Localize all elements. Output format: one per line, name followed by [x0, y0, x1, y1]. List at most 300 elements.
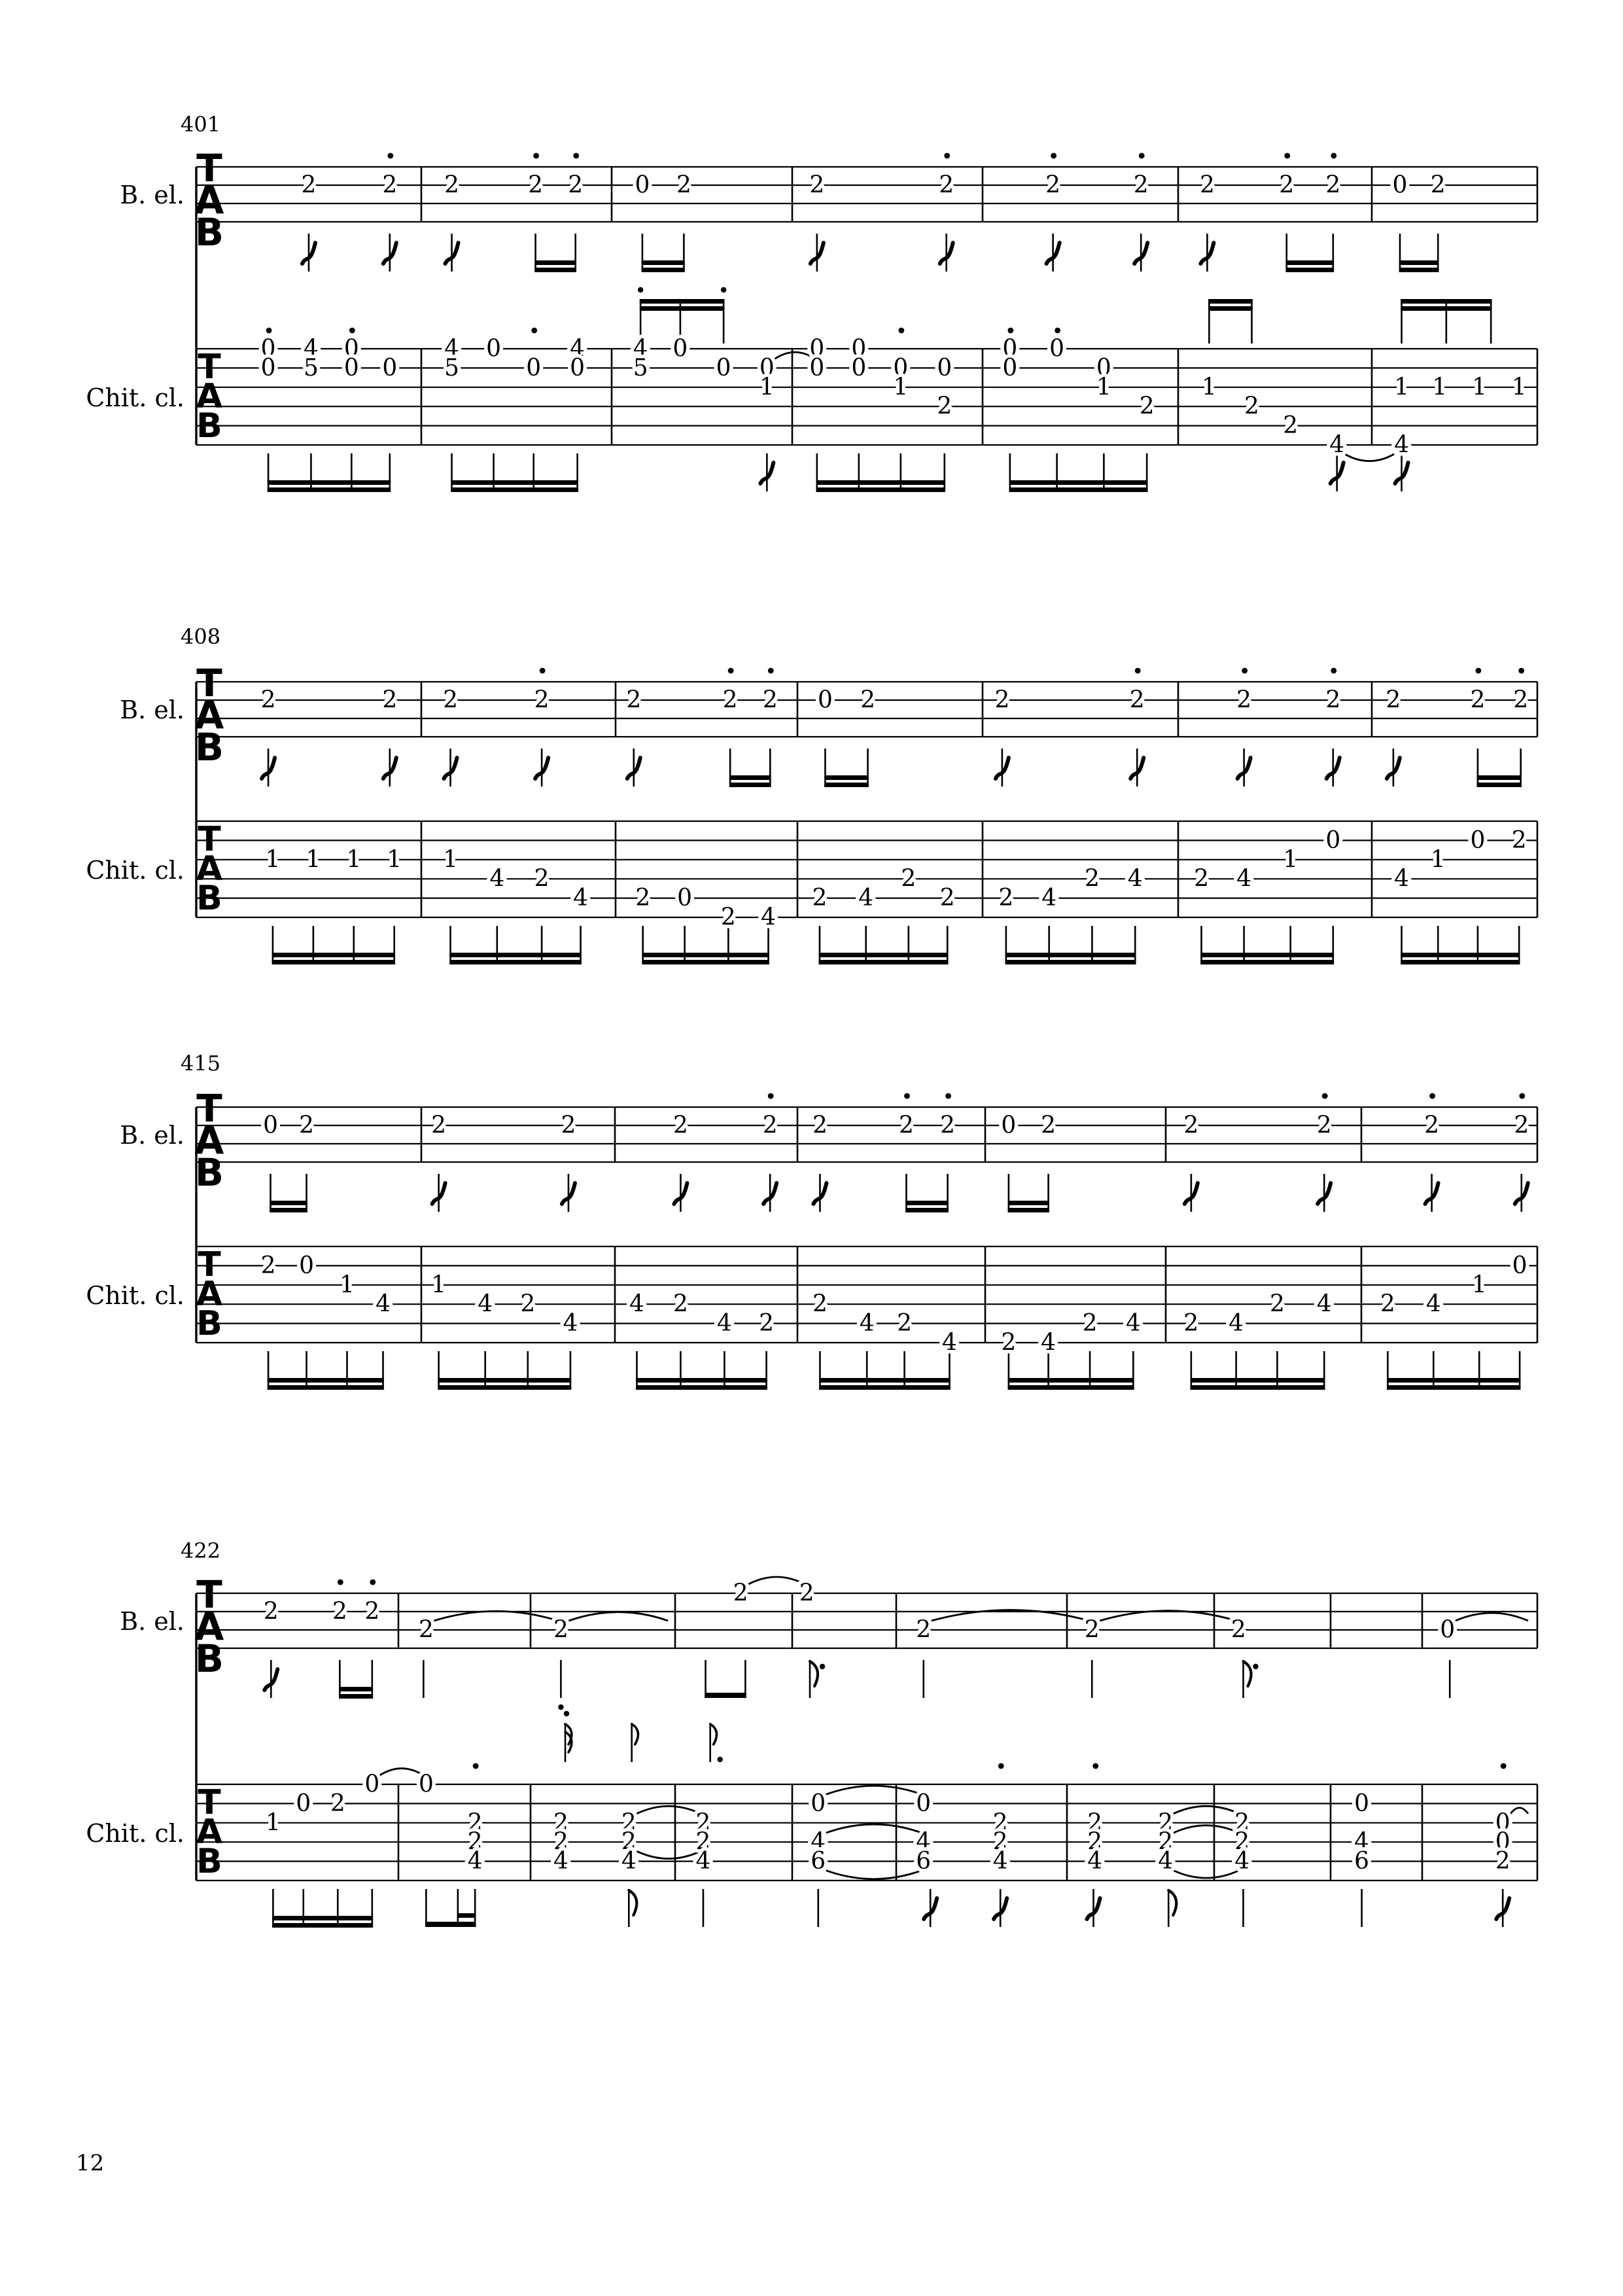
measure: [1236, 668, 1340, 786]
fret-number: 2: [260, 686, 276, 714]
fret-number: 2: [762, 686, 778, 714]
measure: [1087, 1763, 1240, 1927]
fret-number: 2: [1430, 171, 1446, 199]
fret-number: 0: [343, 354, 359, 381]
fret-number: 4: [695, 1848, 711, 1875]
measure: [1045, 153, 1148, 272]
rhythm-beam: [1208, 306, 1253, 311]
fret-number: 4: [1127, 865, 1143, 892]
rhythm-beam: [1387, 1385, 1520, 1390]
fret-number: 0: [1470, 826, 1486, 854]
rhythm-beam: [272, 1923, 373, 1928]
fret-number: 2: [1424, 1112, 1440, 1139]
fret-number: 1: [443, 846, 459, 874]
measure: [629, 1291, 774, 1390]
page-number: 12: [76, 2150, 105, 2176]
rhythm-beam: [1191, 1385, 1325, 1390]
staccato-dot: [1518, 668, 1524, 674]
tab-clef-letter: B: [196, 406, 222, 446]
measure: [443, 846, 588, 964]
rhythm-beam: [1008, 1385, 1134, 1390]
augmentation-dot: [1253, 1664, 1258, 1669]
fret-number: 2: [553, 1809, 568, 1837]
staff-label-bass: B. el.: [120, 181, 184, 209]
fret-number: 2: [1511, 826, 1527, 854]
fret-number: 2: [1325, 171, 1341, 199]
fret-number: 2: [467, 1809, 483, 1837]
measure: [266, 846, 402, 964]
fret-number: 2: [568, 171, 584, 199]
staccato-dot: [638, 287, 643, 292]
fret-number: 0: [1001, 1112, 1017, 1139]
measure: [1183, 1291, 1331, 1390]
measure: [705, 1577, 805, 1698]
rhythm-beam: [1401, 953, 1520, 957]
rhythm-beam: [268, 1385, 384, 1390]
measure: [1001, 1310, 1140, 1390]
rhythm-beam: [272, 953, 395, 957]
staff-label-bass: B. el.: [120, 1121, 184, 1150]
fret-number: 2: [916, 1616, 932, 1644]
fret-number: 2: [722, 686, 738, 714]
fret-number: 4: [1234, 1848, 1250, 1875]
rhythm-beam: [270, 1201, 307, 1205]
fret-number: 2: [1230, 1616, 1246, 1644]
fret-number: 4: [478, 1290, 493, 1318]
fret-number: 4: [992, 1848, 1008, 1875]
fret-number: 2: [1183, 1310, 1199, 1337]
fret-number: 0: [716, 354, 731, 381]
fret-number: 2: [812, 1112, 828, 1139]
fret-number: 2: [720, 904, 736, 931]
fret-number: 2: [418, 1616, 434, 1644]
staccato-dot: [370, 1580, 375, 1585]
fret-number: 2: [672, 1290, 688, 1318]
bass-staff: [195, 146, 1537, 272]
measure-number: 401: [181, 112, 221, 137]
fret-number: 2: [799, 1580, 814, 1607]
rhythm-beam: [1401, 306, 1492, 311]
rhythm-beam: [819, 1378, 951, 1383]
fret-number: 2: [1084, 1616, 1100, 1644]
rhythm-beam: [642, 260, 685, 265]
fret-number: 2: [1139, 393, 1155, 420]
measure: [916, 1763, 1007, 1927]
augmentation-dot: [718, 1757, 723, 1762]
tab-clef-letter: A: [196, 849, 223, 889]
fret-number: 4: [1329, 431, 1345, 459]
fret-number: 2: [812, 885, 828, 912]
fret-number: 0: [811, 1790, 826, 1817]
tie-arc: [434, 1611, 558, 1621]
fret-number: 0: [809, 354, 825, 381]
guitar-staff: [196, 287, 1537, 492]
rhythm-beam: [1008, 1378, 1134, 1383]
fret-number: 1: [1511, 374, 1527, 401]
fret-number: 1: [265, 1809, 281, 1837]
tie-arc: [637, 1806, 701, 1813]
tie-arc: [1174, 1826, 1239, 1833]
measure: [809, 328, 952, 492]
tab-clef-letter: A: [196, 1275, 223, 1314]
rhythm-beam: [824, 775, 869, 780]
fret-number: 0: [677, 885, 693, 912]
fret-number: 0: [486, 335, 502, 362]
tie-arc: [568, 1612, 668, 1621]
rhythm-beam: [1008, 1201, 1049, 1205]
fret-number: 2: [901, 865, 916, 892]
fret-number: 0: [1495, 1809, 1510, 1837]
rhythm-beam: [425, 1922, 476, 1927]
bass-staff: [195, 1086, 1537, 1212]
system-422: [86, 1538, 1537, 1928]
fret-number: 2: [382, 686, 398, 714]
fret-number: 2: [998, 885, 1014, 912]
fret-number: 1: [431, 1271, 447, 1299]
fret-number: 0: [526, 354, 542, 381]
fret-number: 4: [1158, 1848, 1174, 1875]
measure: [799, 1580, 825, 1699]
tab-clef-letter: T: [196, 1572, 222, 1617]
measure: [1202, 299, 1394, 491]
staccato-dot: [1051, 153, 1056, 159]
fret-number: 6: [811, 1848, 826, 1875]
tab-clef-letter: T: [196, 661, 222, 705]
fret-number: 2: [1234, 1828, 1250, 1856]
fret-number: 1: [340, 1271, 355, 1299]
measure: [1394, 299, 1527, 491]
fret-number: 0: [1392, 171, 1408, 199]
fret-number: 2: [1199, 171, 1215, 199]
fret-number: 0: [851, 335, 867, 362]
rhythm-beam: [642, 960, 769, 964]
rhythm-beam: [1208, 299, 1253, 304]
tab-clef-letter: T: [198, 820, 221, 859]
staccato-dot: [998, 1763, 1004, 1769]
fret-number: 4: [489, 865, 505, 892]
fret-number: 2: [992, 1809, 1008, 1837]
rhythm-beam: [1477, 783, 1522, 787]
fret-number: 1: [1201, 374, 1217, 401]
fret-number: 2: [1001, 1329, 1017, 1356]
measure: [261, 1252, 391, 1390]
staccato-dot: [531, 328, 537, 334]
staff-label-guitar: Chit. cl.: [86, 856, 184, 885]
fret-number: 2: [1386, 686, 1401, 714]
fret-number: 4: [1236, 865, 1252, 892]
tab-clef-letter: B: [196, 1304, 222, 1343]
rhythm-beam: [270, 1208, 307, 1212]
fret-number: 1: [1471, 1271, 1487, 1299]
rhythm-beam: [1387, 1378, 1520, 1383]
staccato-dot: [898, 328, 904, 334]
fret-number: 4: [1394, 865, 1409, 892]
staccato-dot: [1139, 153, 1145, 159]
fret-number: 2: [939, 171, 954, 199]
fret-number: 2: [431, 1112, 447, 1139]
fret-number: 2: [676, 171, 691, 199]
fret-number: 4: [621, 1848, 637, 1875]
fret-number: 0: [1512, 1252, 1527, 1279]
fret-number: 2: [1084, 865, 1100, 892]
staccato-dot: [1284, 153, 1290, 159]
rhythm-beam: [729, 775, 771, 780]
staccato-dot: [945, 1093, 951, 1099]
measure: [994, 668, 1144, 786]
fret-number: 2: [860, 686, 875, 714]
rhythm-beam: [642, 953, 769, 957]
fret-number: 2: [626, 686, 642, 714]
fret-number: 5: [444, 354, 460, 381]
rhythm-beam: [1005, 953, 1136, 957]
fret-number: 0: [343, 335, 359, 362]
fret-number: 2: [759, 1310, 775, 1337]
fret-number: 0: [1325, 826, 1341, 854]
fret-number: 2: [1082, 1310, 1098, 1337]
tie-arc: [1174, 1806, 1239, 1814]
measure-number: 408: [181, 624, 221, 649]
tie-arc: [1510, 1808, 1528, 1814]
tie-arc: [1345, 454, 1394, 461]
fret-number: 4: [444, 335, 460, 362]
measure-number: 422: [181, 1538, 221, 1563]
staccato-dot: [387, 153, 393, 159]
fret-number: 4: [629, 1290, 644, 1318]
measure: [553, 1612, 668, 1710]
measure: [1380, 1252, 1527, 1390]
fret-number: 4: [1229, 1310, 1244, 1337]
fret-number: 4: [858, 885, 874, 912]
fret-number: 4: [761, 904, 776, 931]
staccato-dot: [1331, 153, 1336, 159]
eighth-flag: [810, 1661, 818, 1686]
fret-number: 0: [364, 1771, 380, 1798]
tab-clef-letter: T: [198, 347, 221, 387]
fret-number: 2: [621, 1809, 637, 1837]
measure: [696, 1723, 723, 1927]
fret-number: 2: [1194, 865, 1209, 892]
rhythm-beam: [1008, 1208, 1049, 1212]
tie-arc: [748, 1577, 805, 1584]
fret-number: 2: [330, 1790, 345, 1817]
fret-number: 2: [1087, 1828, 1103, 1856]
fret-number: 2: [299, 1112, 315, 1139]
augmentation-dot: [558, 1704, 563, 1710]
rhythm-beam: [819, 953, 949, 957]
fret-number: 2: [1158, 1828, 1174, 1856]
rhythm-beam: [705, 1693, 746, 1698]
fret-number: 2: [1513, 686, 1529, 714]
fret-number: 2: [561, 1112, 576, 1139]
fret-number: 1: [387, 846, 402, 874]
fret-number: 4: [633, 335, 648, 362]
fret-number: 0: [263, 1112, 278, 1139]
staccato-dot: [1501, 1763, 1507, 1769]
measure: [1354, 1790, 1369, 1927]
fret-number: 4: [716, 1310, 732, 1337]
fret-number: 2: [1269, 1290, 1285, 1318]
rhythm-beam: [1191, 1378, 1325, 1383]
staccato-dot: [349, 328, 355, 334]
rhythm-beam: [451, 480, 578, 485]
tie-arc: [1174, 1871, 1239, 1879]
fret-number: 2: [1158, 1809, 1174, 1837]
fret-number: 2: [1183, 1112, 1199, 1139]
fret-number: 4: [375, 1290, 391, 1318]
fret-number: 2: [812, 1290, 828, 1318]
staccato-dot: [1476, 668, 1482, 674]
measure: [633, 287, 815, 491]
staccato-dot: [338, 1580, 343, 1585]
rhythm-beam: [1005, 960, 1136, 964]
staccato-dot: [1331, 668, 1336, 674]
measure: [812, 1093, 955, 1212]
fret-number: 4: [563, 1310, 578, 1337]
staff-label-bass: B. el.: [120, 1607, 184, 1636]
fret-number: 6: [1354, 1848, 1370, 1875]
fret-number: 1: [1471, 374, 1487, 401]
rhythm-beam: [640, 306, 725, 311]
fret-number: 2: [332, 1598, 347, 1625]
fret-number: 0: [260, 335, 276, 362]
fret-number: 0: [382, 354, 398, 381]
fret-number: 4: [1354, 1828, 1370, 1856]
fret-number: 2: [897, 1310, 913, 1337]
rhythm-beam: [1009, 487, 1148, 492]
fret-number: 2: [940, 1112, 956, 1139]
staccato-dot: [1135, 668, 1141, 674]
staccato-dot: [768, 668, 774, 674]
staff-label-guitar: Chit. cl.: [86, 1281, 184, 1310]
staccato-dot: [473, 1763, 479, 1769]
tab-clef-letter: B: [194, 1150, 224, 1195]
fret-number: 4: [1041, 885, 1057, 912]
fret-number: 2: [534, 686, 550, 714]
measure: [553, 1711, 701, 1927]
rhythm-beam: [1285, 260, 1334, 265]
rhythm-beam: [1399, 260, 1439, 265]
rhythm-beam: [534, 268, 576, 272]
staccato-dot: [1242, 668, 1248, 674]
fret-number: 2: [1087, 1809, 1103, 1837]
rhythm-beam: [824, 783, 869, 787]
rhythm-beam: [640, 299, 725, 304]
staff-label-guitar: Chit. cl.: [86, 1819, 184, 1848]
fret-number: 2: [1514, 1112, 1529, 1139]
rhythm-beam: [1477, 775, 1522, 780]
fret-number: 0: [916, 1790, 932, 1817]
measure: [673, 1093, 778, 1212]
fret-number: 2: [1316, 1112, 1332, 1139]
fret-number: 4: [467, 1848, 483, 1875]
rhythm-beam: [816, 487, 946, 492]
fret-number: 2: [1470, 686, 1486, 714]
fret-number: 0: [1354, 1790, 1370, 1817]
measure: [444, 328, 585, 492]
measure: [443, 668, 549, 786]
rhythm-beam: [636, 1378, 767, 1383]
measure: [431, 1271, 578, 1390]
rhythm-beam: [438, 1378, 571, 1383]
system-401: [86, 112, 1537, 492]
fret-number: 2: [1236, 686, 1252, 714]
tab-clef-letter: B: [194, 1636, 224, 1681]
fret-number: 2: [534, 865, 550, 892]
tab-clef-letter: T: [196, 146, 222, 190]
fret-number: 0: [299, 1252, 315, 1279]
fret-number: 0: [672, 335, 688, 362]
fret-number: 2: [899, 1112, 914, 1139]
fret-number: 1: [893, 374, 909, 401]
measure: [1386, 668, 1528, 787]
staccato-dot: [721, 287, 726, 292]
staccato-dot: [1429, 1093, 1435, 1099]
fret-number: 0: [260, 354, 276, 381]
fret-number: 6: [916, 1848, 932, 1875]
rhythm-beam: [457, 1913, 476, 1918]
fret-number: 4: [303, 335, 319, 362]
staff-label-bass: B. el.: [120, 696, 184, 724]
measure: [419, 1611, 558, 1698]
measure: [419, 1763, 483, 1927]
rhythm-beam: [905, 1201, 949, 1205]
measure: [266, 1769, 423, 1928]
tie-arc: [826, 1824, 922, 1833]
rhythm-beam: [1009, 480, 1148, 485]
fret-number: 2: [695, 1809, 711, 1837]
tie-arc: [826, 1786, 922, 1794]
measure: [302, 153, 398, 272]
fret-number: 4: [570, 335, 585, 362]
fret-number: 2: [520, 1290, 536, 1318]
fret-number: 2: [1133, 171, 1149, 199]
rhythm-beam: [1200, 953, 1334, 957]
tab-clef-letter: A: [196, 377, 223, 416]
fret-number: 4: [573, 885, 588, 912]
fret-number: 1: [1283, 846, 1299, 874]
staccato-dot: [728, 668, 734, 674]
bass-staff: [195, 1572, 1537, 1710]
fret-number: 2: [1279, 171, 1295, 199]
measure-number: 415: [181, 1051, 221, 1076]
fret-number: 4: [1394, 431, 1409, 459]
fret-number: 0: [809, 335, 825, 362]
tie-arc: [1456, 1613, 1528, 1621]
staccato-dot: [944, 153, 950, 159]
fret-number: 1: [346, 846, 362, 874]
eighth-flag: [1168, 1890, 1176, 1915]
rhythm-beam: [272, 1916, 373, 1920]
measure: [916, 1610, 1089, 1698]
fret-number: 2: [1380, 1290, 1395, 1318]
fret-number: 0: [851, 354, 867, 381]
rhythm-beam: [268, 1378, 384, 1383]
fret-number: 4: [811, 1828, 826, 1856]
fret-number: 4: [1087, 1848, 1103, 1875]
rhythm-beam: [339, 1687, 373, 1691]
fret-number: 0: [937, 354, 952, 381]
fret-number: 2: [733, 1580, 748, 1607]
fret-number: 2: [382, 171, 398, 199]
staccato-dot: [1092, 1763, 1098, 1769]
eighth-flag: [1244, 1661, 1251, 1686]
eighth-flag: [710, 1724, 717, 1744]
fret-number: 2: [939, 885, 955, 912]
rhythm-beam: [1399, 268, 1439, 272]
staccato-dot: [564, 1711, 569, 1716]
measure: [444, 153, 583, 272]
fret-number: 2: [528, 171, 544, 199]
